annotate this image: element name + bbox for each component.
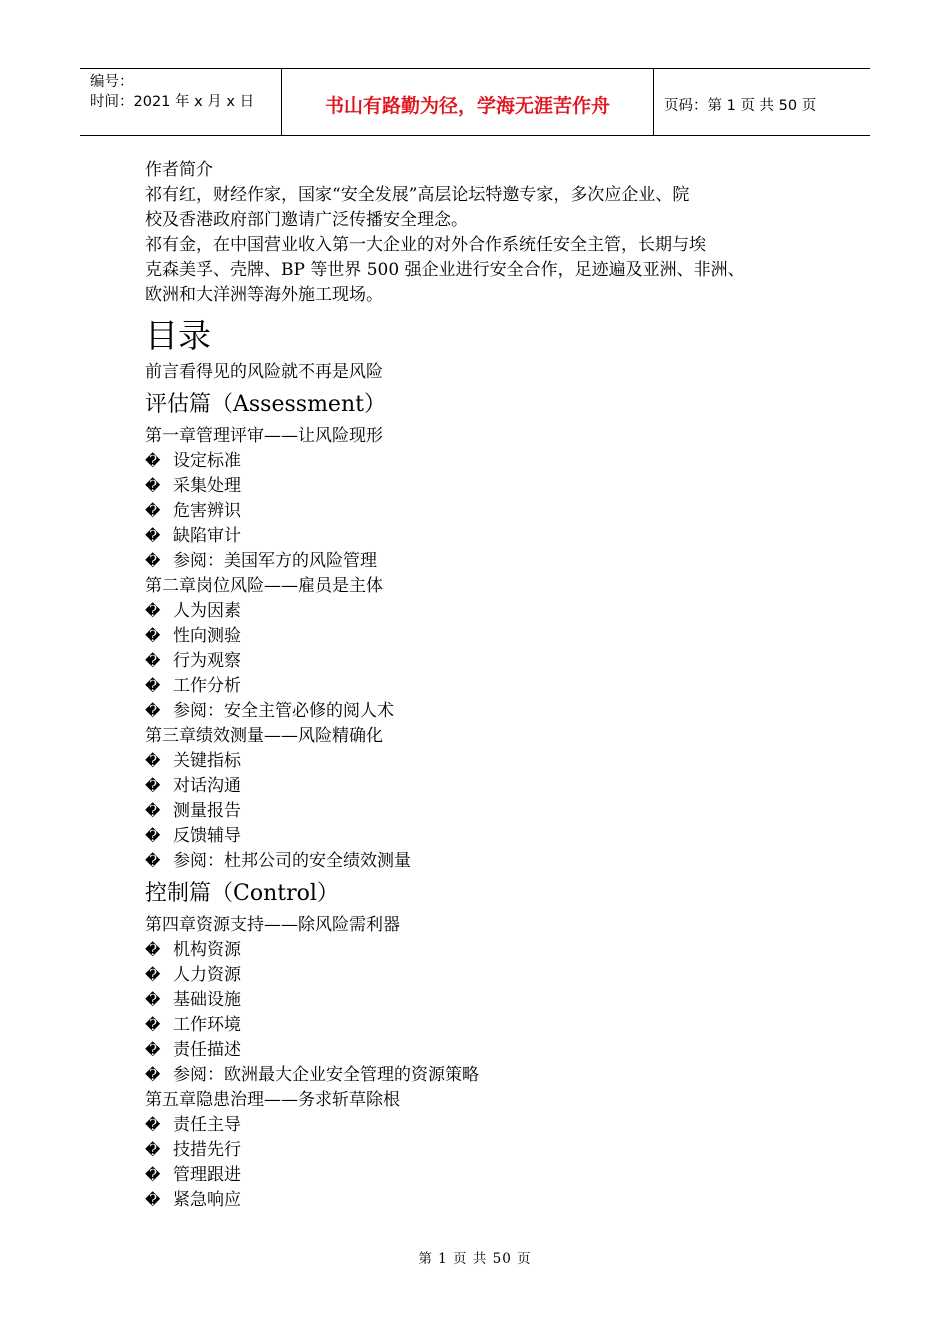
bullet-icon: �: [145, 1016, 161, 1034]
header-page-label: 页码：第 1 页 共 50 页: [664, 97, 817, 114]
bullet-icon: �: [145, 777, 161, 795]
author-line: 欧洲和大洋洲等海外施工现场。: [145, 285, 383, 305]
toc-part-chapters: [145, 913, 825, 1213]
toc-item: [145, 749, 825, 774]
header-motto: 书山有路勤为径，学海无涯苦作舟: [282, 69, 654, 135]
toc-item: [145, 849, 825, 874]
toc-item-label: 行为观察: [173, 651, 241, 671]
page-header: [80, 68, 870, 136]
toc-item-label: 设定标准: [173, 451, 241, 471]
bullet-icon: �: [145, 677, 161, 695]
toc-item: [145, 449, 825, 474]
toc-item-label: 机构资源: [173, 940, 241, 960]
toc-item-label: 工作环境: [173, 1015, 241, 1035]
toc-item-label: 参阅：安全主管必修的阅人术: [173, 701, 394, 721]
toc-item-label: 性向测验: [173, 626, 241, 646]
toc-item-label: 反馈辅导: [173, 826, 241, 846]
toc-item: [145, 674, 825, 699]
toc-part-title: 评估篇（Assessment）: [145, 392, 386, 417]
toc-item: [145, 499, 825, 524]
bullet-icon: �: [145, 941, 161, 959]
toc-item: [145, 1138, 825, 1163]
toc-item-label: 责任描述: [173, 1040, 241, 1060]
toc-chapter-title: 第四章资源支持——除风险需利器: [145, 915, 400, 935]
toc-item-label: 参阅：杜邦公司的安全绩效测量: [173, 851, 411, 871]
toc-chapter-title: 第一章管理评审——让风险现形: [145, 426, 383, 446]
toc-item-label: 对话沟通: [173, 776, 241, 796]
author-line: 校及香港政府部门邀请广泛传播安全理念。: [145, 210, 468, 230]
toc-item-label: 测量报告: [173, 801, 241, 821]
toc-item-label: 参阅：欧洲最大企业安全管理的资源策略: [173, 1065, 479, 1085]
toc-item: [145, 699, 825, 724]
toc-item: [145, 1063, 825, 1088]
toc-item-label: 管理跟进: [173, 1165, 241, 1185]
toc-item: [145, 938, 825, 963]
bullet-icon: �: [145, 827, 161, 845]
toc-chapter-title: 第五章隐患治理——务求斩草除根: [145, 1090, 400, 1110]
toc-item-label: 技措先行: [173, 1140, 241, 1160]
bullet-icon: �: [145, 966, 161, 984]
toc-item-label: 人力资源: [173, 965, 241, 985]
toc-item: [145, 1013, 825, 1038]
document-body: [145, 158, 825, 1213]
toc-item-label: 缺陷审计: [173, 526, 241, 546]
bullet-icon: �: [145, 452, 161, 470]
toc-item: [145, 824, 825, 849]
author-heading: 作者简介: [145, 160, 213, 180]
toc-item: [145, 524, 825, 549]
bullet-icon: �: [145, 1191, 161, 1209]
toc-part-chapters: [145, 424, 825, 874]
toc-item: [145, 799, 825, 824]
toc-item: [145, 624, 825, 649]
bullet-icon: �: [145, 627, 161, 645]
toc-item: [145, 649, 825, 674]
toc-item: [145, 549, 825, 574]
toc-item-label: 参阅：美国军方的风险管理: [173, 551, 377, 571]
page-footer: 第 1 页 共 50 页: [418, 1251, 532, 1267]
toc-item: [145, 963, 825, 988]
bullet-icon: �: [145, 802, 161, 820]
toc-item-label: 关键指标: [173, 751, 241, 771]
header-time-label: 时间：2021 年 x 月 x 日: [90, 94, 255, 110]
bullet-icon: �: [145, 477, 161, 495]
bullet-icon: �: [145, 1141, 161, 1159]
toc-item: [145, 1188, 825, 1213]
toc-item-label: 危害辨识: [173, 501, 241, 521]
toc-item-label: 人为因素: [173, 601, 241, 621]
toc-item: [145, 474, 825, 499]
bullet-icon: �: [145, 527, 161, 545]
bullet-icon: �: [145, 1166, 161, 1184]
toc-item-label: 基础设施: [173, 990, 241, 1010]
toc-part-title: 控制篇（Control）: [145, 881, 339, 906]
bullet-icon: �: [145, 652, 161, 670]
toc-preface: 前言看得见的风险就不再是风险: [145, 362, 383, 382]
toc-item-label: 采集处理: [173, 476, 241, 496]
toc-item: [145, 1038, 825, 1063]
toc-item: [145, 1163, 825, 1188]
author-line: 克森美孚、壳牌、BP 等世界 500 强企业进行安全合作，足迹遍及亚洲、非洲、: [145, 260, 745, 280]
toc-item-label: 紧急响应: [173, 1190, 241, 1210]
author-line: 祁有金，在中国营业收入第一大企业的对外合作系统任安全主管，长期与埃: [145, 235, 706, 255]
header-meta: [80, 69, 282, 135]
toc-chapter-title: 第三章绩效测量——风险精确化: [145, 726, 383, 746]
bullet-icon: �: [145, 1116, 161, 1134]
toc-item-label: 工作分析: [173, 676, 241, 696]
toc-item: [145, 1113, 825, 1138]
toc-item-label: 责任主导: [173, 1115, 241, 1135]
bullet-icon: �: [145, 502, 161, 520]
toc-item: [145, 599, 825, 624]
bullet-icon: �: [145, 552, 161, 570]
bullet-icon: �: [145, 1066, 161, 1084]
toc-item: [145, 774, 825, 799]
author-line: 祁有红，财经作家，国家“安全发展”高层论坛特邀专家，多次应企业、院: [145, 185, 690, 205]
toc-chapter-title: 第二章岗位风险——雇员是主体: [145, 576, 383, 596]
bullet-icon: �: [145, 852, 161, 870]
header-number-label: 编号：: [90, 74, 134, 90]
toc-item: [145, 988, 825, 1013]
bullet-icon: �: [145, 602, 161, 620]
bullet-icon: �: [145, 752, 161, 770]
bullet-icon: �: [145, 1041, 161, 1059]
bullet-icon: �: [145, 991, 161, 1009]
toc-title: 目录: [145, 316, 211, 355]
bullet-icon: �: [145, 702, 161, 720]
